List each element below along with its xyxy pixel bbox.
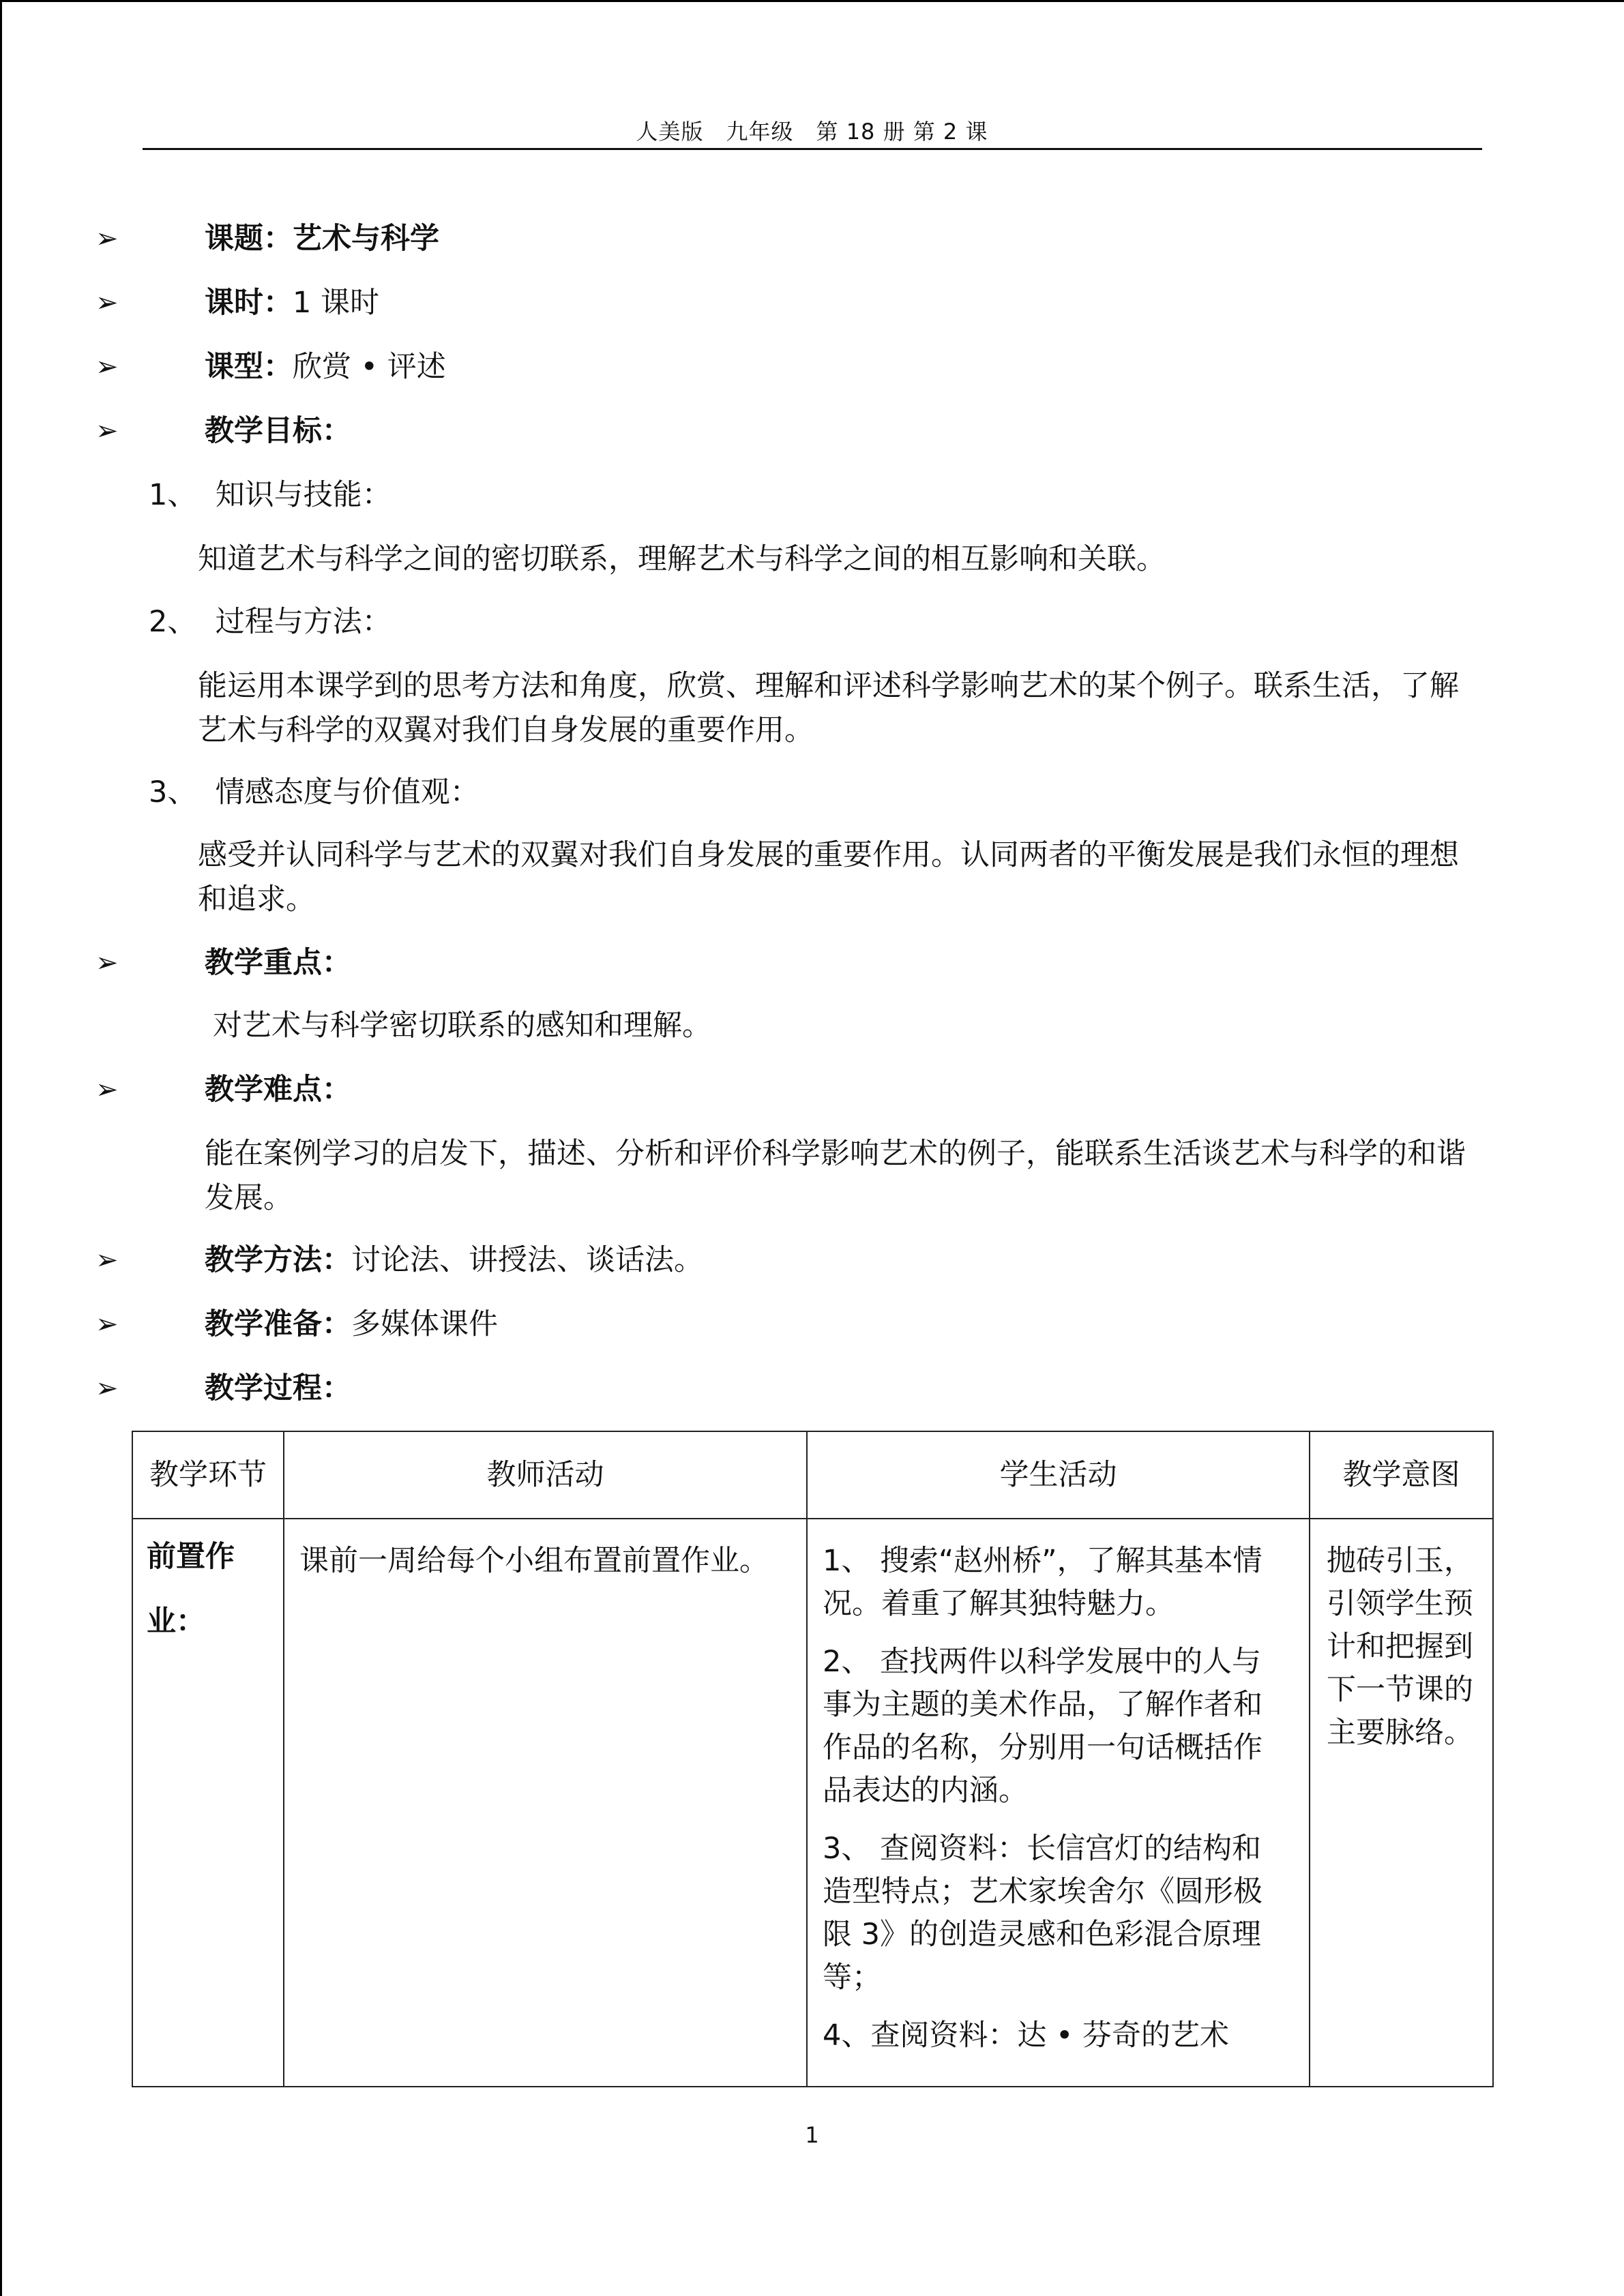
methods-value: 讨论法、讲授法、谈话法。	[351, 1243, 703, 1277]
teacher-activity-text: 课前一周给每个小组布置前置作业。	[299, 1544, 769, 1578]
objective-body: 能运用本课学到的思考方法和角度，欣赏、理解和评述科学影响艺术的某个例子。联系生活，了解艺术与科学的双翼对我们自身发展的重要作用。	[198, 669, 1459, 747]
table-header-row	[132, 1431, 1493, 1519]
arrow-bullet-icon: ➢	[95, 351, 119, 383]
hours-label: 课时：	[205, 286, 293, 320]
student-activity-item: 4、查阅资料：达 • 芬奇的艺术	[823, 2018, 1230, 2053]
header-rule	[143, 148, 1482, 150]
objective-body: 感受并认同科学与艺术的双翼对我们自身发展的重要作用。认同两者的平衡发展是我们永恒的理想和追求。	[198, 838, 1459, 916]
topic-label: 课题：	[205, 222, 293, 256]
page-number: 1	[805, 2122, 819, 2148]
objectives-label: 教学目标：	[205, 414, 351, 448]
preparation-label: 教学准备：	[205, 1307, 351, 1341]
objective-number: 2、	[149, 605, 197, 639]
hours-value: 1 课时	[293, 286, 380, 320]
objective-title: 知识与技能：	[215, 478, 392, 512]
student-activity-item: 1、 搜索“赵州桥”，了解其基本情况。着重了解其独特魅力。	[823, 1544, 1263, 1621]
student-activity-item: 2、 查找两件以科学发展中的人与事为主题的美术作品，了解作者和作品的名称，分别用一句话概括作品表达的内涵。	[823, 1645, 1263, 1808]
key-points-body: 对艺术与科学密切联系的感知和理解。	[213, 1009, 711, 1043]
page-edge-top	[0, 0, 1624, 2]
arrow-bullet-icon: ➢	[95, 223, 119, 254]
difficulties-label: 教学难点：	[205, 1073, 351, 1107]
teacher-activity-cell	[284, 1519, 807, 2087]
type-value: 欣赏 • 评述	[293, 350, 446, 384]
stage-cell	[132, 1519, 284, 2087]
table-row	[132, 1519, 1493, 2087]
objective-title: 情感态度与价值观：	[215, 775, 479, 809]
arrow-bullet-icon: ➢	[95, 1074, 119, 1105]
process-label: 教学过程：	[205, 1371, 351, 1405]
type-label: 课型：	[205, 350, 293, 384]
arrow-bullet-icon: ➢	[95, 1309, 119, 1340]
student-activity-item: 3、 查阅资料：长信宫灯的结构和造型特点；艺术家埃舍尔《圆形极限 3》的创造灵感和色彩混合原理等；	[823, 1832, 1263, 1995]
topic-value: 艺术与科学	[293, 222, 439, 256]
methods-label: 教学方法：	[205, 1243, 351, 1277]
column-header: 教学意图	[1310, 1431, 1493, 1519]
objective-body: 知道艺术与科学之间的密切联系，理解艺术与科学之间的相互影响和关联。	[198, 542, 1166, 576]
arrow-bullet-icon: ➢	[95, 415, 119, 447]
preparation-value: 多媒体课件	[351, 1307, 498, 1341]
process-table	[132, 1431, 1494, 2087]
arrow-bullet-icon: ➢	[95, 947, 119, 979]
objective-number: 1、	[149, 478, 197, 512]
column-header: 教师活动	[284, 1431, 807, 1519]
key-points-label: 教学重点：	[205, 946, 351, 980]
student-activity-cell	[807, 1519, 1310, 2087]
column-header: 学生活动	[807, 1431, 1310, 1519]
objective-title: 过程与方法：	[215, 605, 392, 639]
column-header: 教学环节	[132, 1431, 284, 1519]
intent-text: 抛砖引玉，引领学生预计和把握到下一节课的主要脉络。	[1327, 1544, 1473, 1750]
intent-cell	[1310, 1519, 1493, 2087]
arrow-bullet-icon: ➢	[95, 1244, 119, 1276]
arrow-bullet-icon: ➢	[95, 287, 119, 318]
objective-number: 3、	[149, 775, 197, 809]
stage-text: 前置作业：	[147, 1540, 235, 1639]
running-header: 人美版 九年级 第 18 册 第 2 课	[636, 119, 988, 145]
page-edge-left	[0, 0, 2, 2296]
arrow-bullet-icon: ➢	[95, 1373, 119, 1404]
difficulties-body: 能在案例学习的启发下，描述、分析和评价科学影响艺术的例子，能联系生活谈艺术与科学的和谐发展。	[205, 1137, 1466, 1215]
